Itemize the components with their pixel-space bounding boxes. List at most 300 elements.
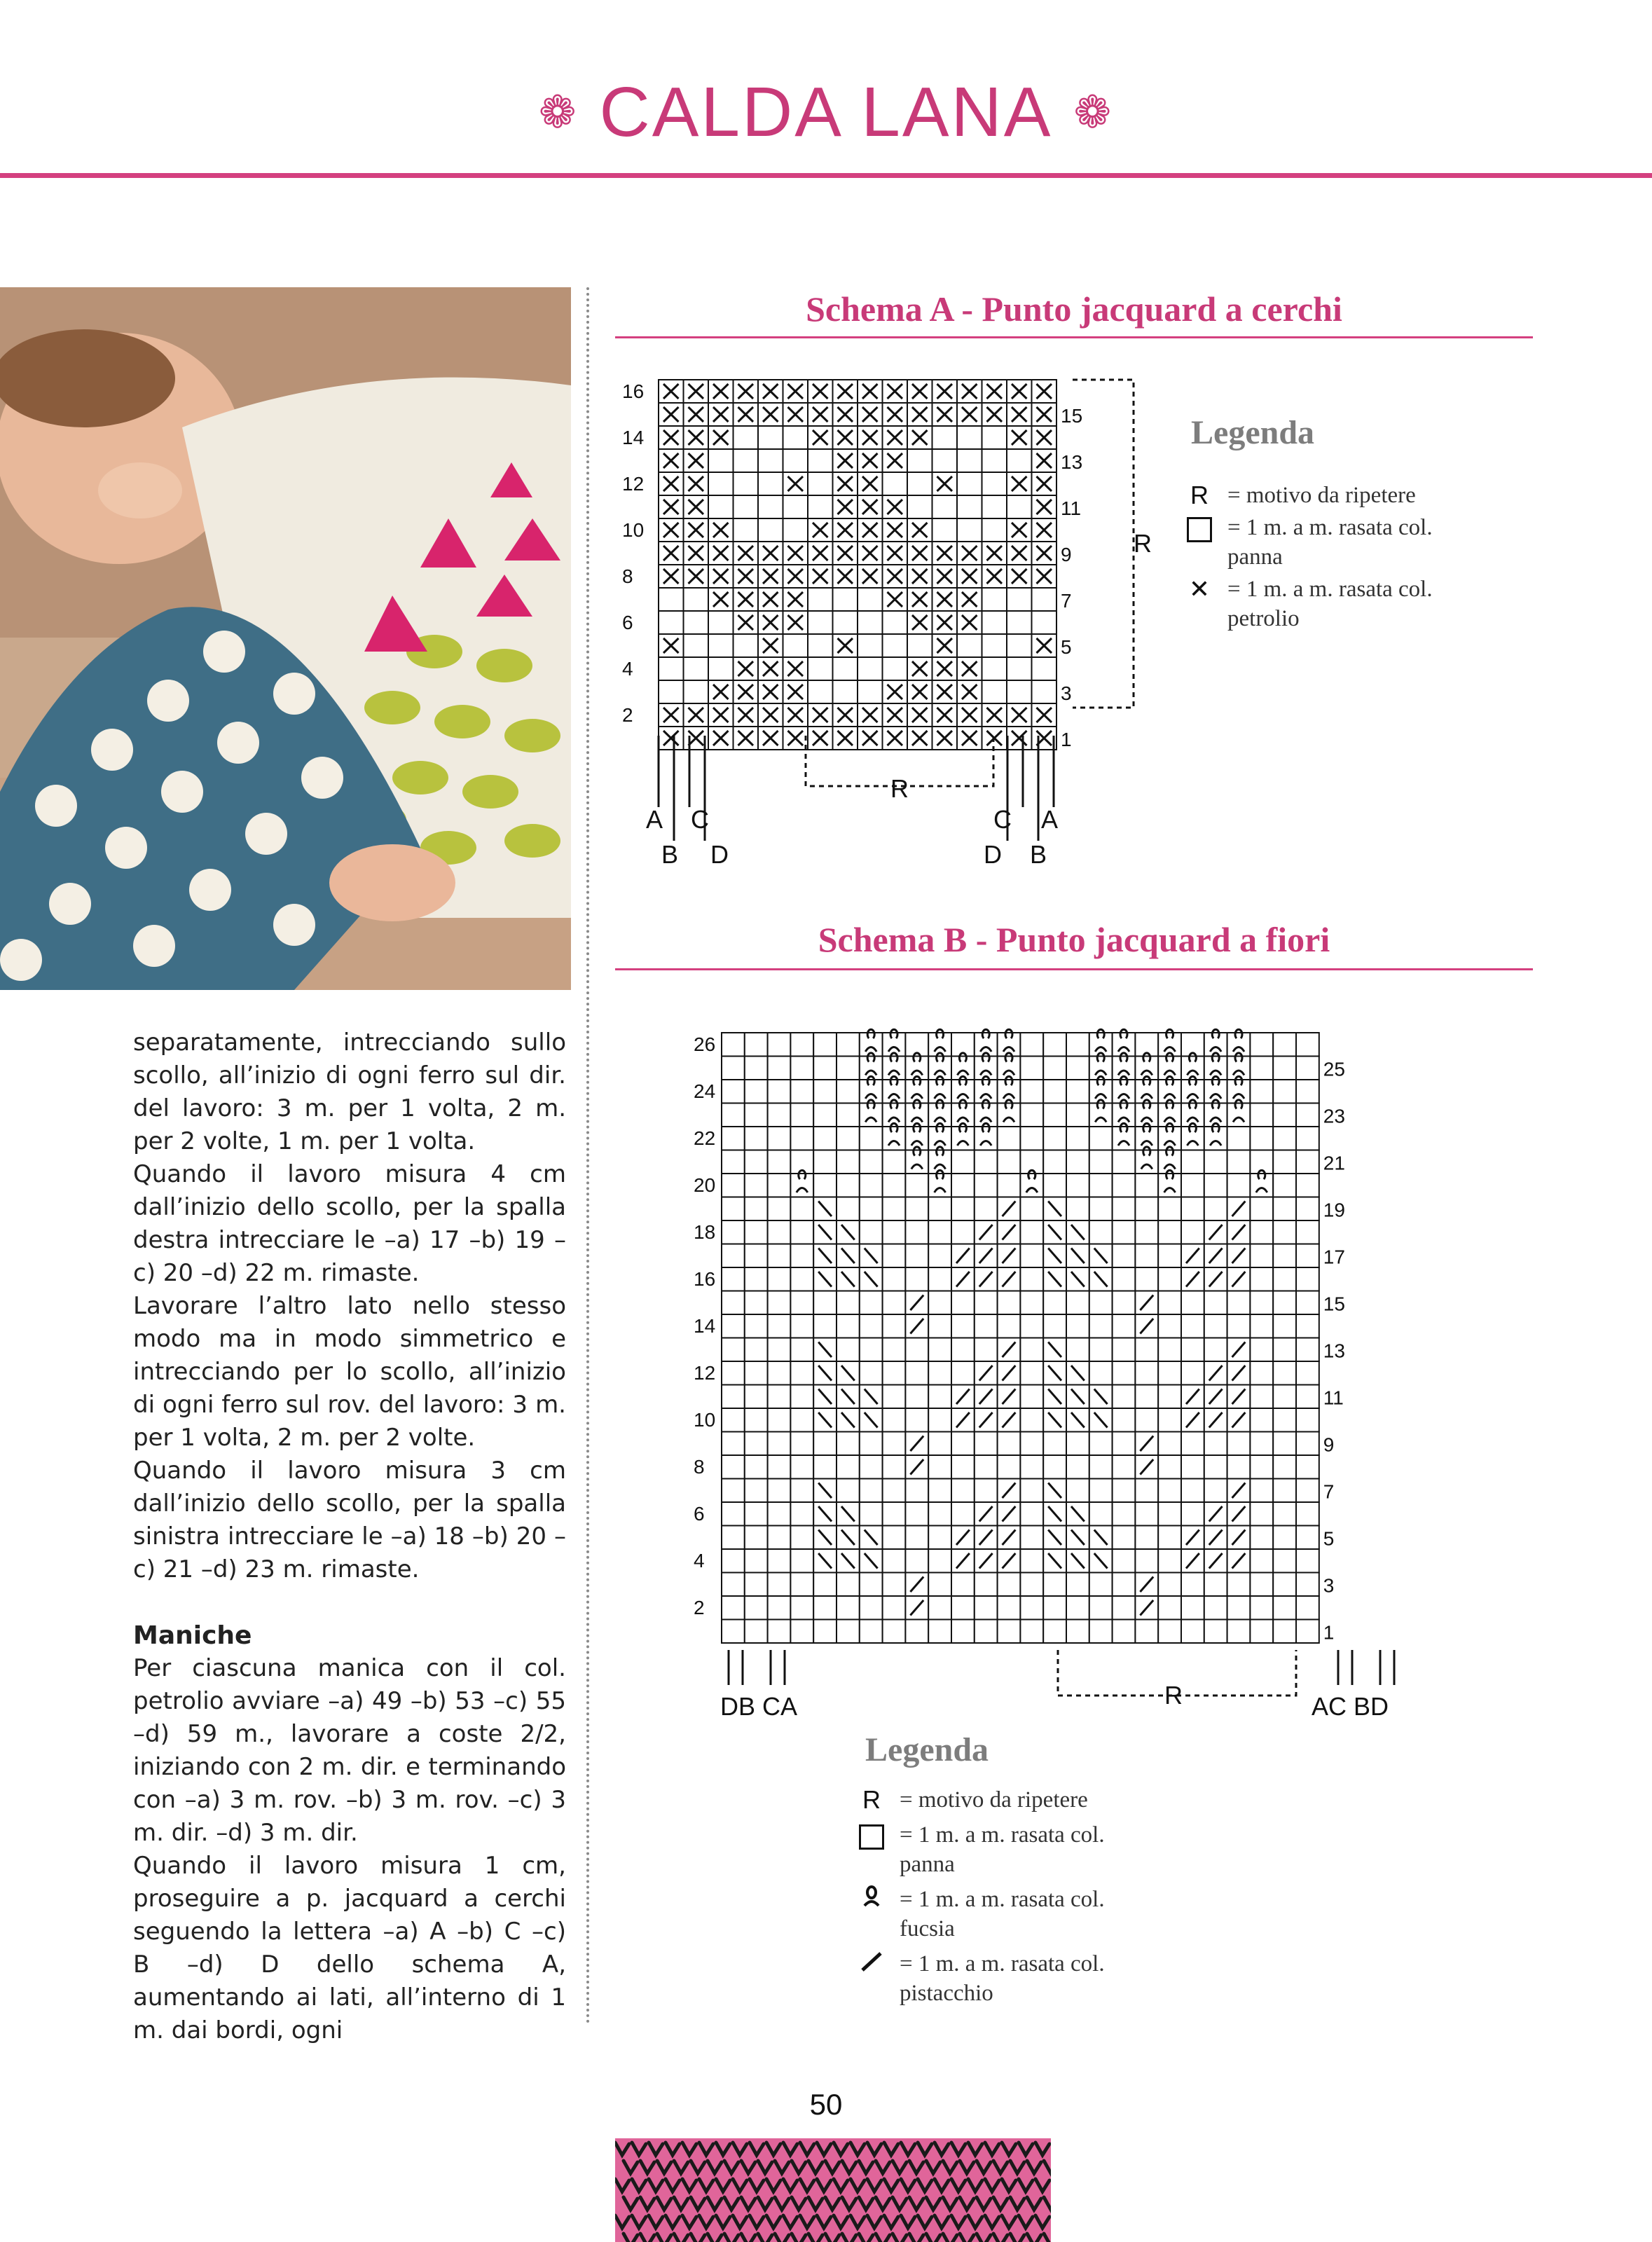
chart-cell <box>1089 1455 1113 1479</box>
chart-cell <box>808 680 833 703</box>
row-label-right: 1 <box>1323 1621 1335 1644</box>
chart-cell <box>932 495 958 518</box>
chart-cell <box>1089 1291 1113 1315</box>
chart-cell <box>951 1596 975 1620</box>
chart-cell <box>1250 1244 1273 1268</box>
legend-text: = 1 m. a m. rasata col. <box>1227 577 1433 602</box>
chart-cell <box>975 1432 998 1456</box>
chart-cell <box>1020 1361 1043 1385</box>
chart-cell <box>928 1385 951 1409</box>
chart-cell <box>1066 1080 1089 1103</box>
chart-cell <box>860 1455 883 1479</box>
chart-cell <box>722 1620 745 1644</box>
chart-cell <box>1227 1432 1251 1456</box>
chart-cell <box>1158 1267 1181 1291</box>
chart-cell <box>1007 588 1032 611</box>
chart-cell <box>951 1455 975 1479</box>
chart-cell <box>998 1455 1021 1479</box>
chart-cell <box>928 1361 951 1385</box>
chart-cell <box>928 1479 951 1503</box>
chart-cell <box>833 657 858 680</box>
chart-cell <box>1020 1291 1043 1315</box>
chart-cell <box>813 1103 837 1127</box>
chart-cell <box>722 1479 745 1503</box>
row-label-left: 12 <box>622 473 645 495</box>
chart-cell <box>1250 1267 1273 1291</box>
chart-cell <box>1089 1596 1113 1620</box>
chart-cell <box>833 611 858 634</box>
chart-cell <box>1273 1291 1296 1315</box>
chart-cell <box>998 1150 1021 1174</box>
chart-cell <box>745 1338 768 1362</box>
chart-cell <box>1043 1573 1066 1597</box>
chart-cell <box>1066 1291 1089 1315</box>
chart-cell <box>951 1338 975 1362</box>
legend-text: = 1 m. a m. rasata col. <box>900 1951 1105 1976</box>
empty-square-icon <box>1184 513 1215 572</box>
chart-cell <box>722 1174 745 1197</box>
chart-cell <box>907 472 932 495</box>
chart-cell <box>1113 1127 1136 1150</box>
chart-cell <box>1273 1596 1296 1620</box>
chart-cell <box>1227 1103 1251 1127</box>
chart-cell <box>1227 1573 1251 1597</box>
chart-cell <box>1020 1197 1043 1221</box>
chart-cell <box>1020 1596 1043 1620</box>
chart-cell <box>928 1338 951 1362</box>
chart-cell <box>1181 1150 1204 1174</box>
chart-cell <box>883 1127 906 1150</box>
chart-cell <box>982 634 1007 657</box>
chart-cell <box>1296 1455 1319 1479</box>
chart-cell <box>975 1573 998 1597</box>
chart-cell <box>684 588 709 611</box>
row-label-right: 5 <box>1061 636 1072 658</box>
chart-cell <box>790 1103 813 1127</box>
chart-cell <box>1020 1033 1043 1057</box>
chart-cell <box>837 1174 860 1197</box>
chart-cell <box>1158 1526 1181 1550</box>
row-label-right: 9 <box>1061 544 1072 565</box>
chart-cell <box>932 449 958 472</box>
row-label-left: 10 <box>694 1409 716 1431</box>
chart-cell <box>1181 1197 1204 1221</box>
chart-cell <box>813 1314 837 1338</box>
chart-cell <box>1066 1432 1089 1456</box>
legend-text: = 1 m. a m. rasata col. <box>900 1822 1105 1848</box>
chart-cell <box>722 1057 745 1080</box>
chart-cell <box>1007 634 1032 657</box>
chart-cell <box>1043 1080 1066 1103</box>
chart-cell <box>1250 1620 1273 1644</box>
chart-cell <box>813 1150 837 1174</box>
chart-cell <box>1158 1197 1181 1221</box>
chart-cell <box>684 680 709 703</box>
chart-cell <box>722 1596 745 1620</box>
chart-cell <box>745 1057 768 1080</box>
chart-cell <box>1158 1338 1181 1362</box>
chart-cell <box>722 1291 745 1315</box>
chart-cell <box>783 495 808 518</box>
chart-cell <box>768 1150 791 1174</box>
row-label-left: 16 <box>694 1268 716 1290</box>
chart-cell <box>1020 1338 1043 1362</box>
chart-cell <box>860 1174 883 1197</box>
chart-cell <box>1296 1220 1319 1244</box>
chart-cell <box>860 1127 883 1150</box>
chart-cell <box>928 1174 951 1197</box>
schema-b-chart <box>694 1023 1478 1724</box>
chart-cell <box>813 1291 837 1315</box>
chart-cell <box>905 1526 928 1550</box>
chart-cell <box>1020 1432 1043 1456</box>
magazine-title: CALDA LANA <box>599 73 1053 151</box>
legend-color: panna <box>900 1852 955 1877</box>
chart-cell <box>1089 1314 1113 1338</box>
row-label-left: 16 <box>622 380 645 402</box>
slash-stitch-icon <box>856 1949 887 2008</box>
chart-cell <box>928 1455 951 1479</box>
chart-cell <box>883 657 908 680</box>
chart-cell <box>1250 1197 1273 1221</box>
chart-cell <box>745 1549 768 1573</box>
chart-cell <box>1007 657 1032 680</box>
chart-cell <box>1089 1502 1113 1526</box>
legend-b-item-fucsia <box>856 1885 1178 1944</box>
chart-cell <box>883 1479 906 1503</box>
chart-cell <box>1181 1502 1204 1526</box>
chart-cell <box>1113 1596 1136 1620</box>
chart-cell <box>708 495 734 518</box>
row-label-left: 2 <box>622 704 633 726</box>
chart-cell <box>758 426 783 449</box>
header-rule <box>0 173 1652 178</box>
chart-cell <box>883 611 908 634</box>
chart-cell <box>1227 1150 1251 1174</box>
chart-cell <box>1181 1479 1204 1503</box>
chart-cell <box>722 1502 745 1526</box>
chart-cell <box>1227 1455 1251 1479</box>
chart-cell <box>1273 1267 1296 1291</box>
chart-cell <box>745 1291 768 1315</box>
chart-cell <box>1113 1220 1136 1244</box>
letter-c-right: C <box>993 805 1012 834</box>
repeat-symbol: R <box>1190 481 1209 509</box>
chart-cell <box>860 1338 883 1362</box>
chart-cell <box>951 1361 975 1385</box>
chart-cell <box>790 1291 813 1315</box>
chart-cell <box>837 1479 860 1503</box>
chart-cell <box>1020 1127 1043 1150</box>
chart-cell <box>951 1150 975 1174</box>
chart-cell <box>1296 1057 1319 1080</box>
chart-cell <box>957 495 982 518</box>
chart-cell <box>745 1408 768 1432</box>
chart-cell <box>1273 1408 1296 1432</box>
chart-cell <box>1227 1314 1251 1338</box>
chart-cell <box>768 1080 791 1103</box>
chart-cell <box>1158 1596 1181 1620</box>
chart-cell <box>758 495 783 518</box>
chart-cell <box>860 1596 883 1620</box>
chart-cell <box>734 495 759 518</box>
chart-cell <box>928 1620 951 1644</box>
chart-cell <box>790 1408 813 1432</box>
chart-cell <box>684 657 709 680</box>
chart-cell <box>837 1314 860 1338</box>
chart-cell <box>708 472 734 495</box>
chart-cell <box>957 634 982 657</box>
chart-cell <box>1250 1526 1273 1550</box>
chart-cell <box>1020 1314 1043 1338</box>
paragraph: Quando il lavoro misura 3 cm dall’inizio dello scollo, per la spalla sinistra intrecciare le –a) 18 –b) 20 –c) 21 –d) 23 m. rimaste. <box>133 1457 566 1583</box>
chart-cell <box>837 1127 860 1150</box>
chart-cell <box>1089 1479 1113 1503</box>
chart-cell <box>722 1338 745 1362</box>
chart-cell <box>1250 1596 1273 1620</box>
chart-cell <box>928 1197 951 1221</box>
chart-cell <box>905 1549 928 1573</box>
chart-cell <box>1007 680 1032 703</box>
chart-cell <box>928 1432 951 1456</box>
row-label-left: 20 <box>694 1174 716 1196</box>
chart-cell <box>928 1244 951 1268</box>
chart-cell <box>1250 1291 1273 1315</box>
chart-cell <box>790 1432 813 1456</box>
chart-cell <box>808 495 833 518</box>
chart-cell <box>1089 1361 1113 1385</box>
chart-cell <box>768 1338 791 1362</box>
chart-cell <box>1135 1244 1158 1268</box>
chart-cell <box>883 1267 906 1291</box>
chart-cell <box>1135 1479 1158 1503</box>
chart-cell <box>1158 1502 1181 1526</box>
chart-cell <box>975 1338 998 1362</box>
chart-cell <box>1250 1385 1273 1409</box>
chart-cell <box>722 1080 745 1103</box>
chart-cell <box>1250 1361 1273 1385</box>
row-label-left: 6 <box>694 1503 705 1525</box>
row-label-left: 8 <box>622 565 633 587</box>
chart-cell <box>1089 1103 1113 1127</box>
chart-cell <box>1089 1573 1113 1597</box>
row-label-right: 7 <box>1061 590 1072 612</box>
chart-cell <box>745 1080 768 1103</box>
letters-right: AC BD <box>1312 1692 1389 1721</box>
chart-cell <box>982 449 1007 472</box>
chart-cell <box>951 1432 975 1456</box>
row-label-left: 26 <box>694 1033 716 1055</box>
chart-cell <box>928 1291 951 1315</box>
chart-cell <box>1020 1549 1043 1573</box>
letter-c-left: C <box>691 805 709 834</box>
chart-cell <box>951 1502 975 1526</box>
chart-cell <box>1250 1338 1273 1362</box>
chart-cell <box>722 1197 745 1221</box>
row-label-right: 3 <box>1061 682 1072 704</box>
chart-cell <box>975 1314 998 1338</box>
chart-cell <box>1135 1385 1158 1409</box>
row-label-right: 1 <box>1061 729 1072 750</box>
legend-text: = 1 m. a m. rasata col. <box>900 1887 1105 1912</box>
chart-cell <box>1066 1150 1089 1174</box>
chart-cell <box>982 426 1007 449</box>
chart-cell <box>1250 1549 1273 1573</box>
chart-cell <box>1113 1267 1136 1291</box>
chart-cell <box>982 518 1007 542</box>
chart-cell <box>1227 1291 1251 1315</box>
chart-cell <box>1296 1103 1319 1127</box>
chart-cell <box>1296 1549 1319 1573</box>
chart-cell <box>790 1267 813 1291</box>
chart-cell <box>1043 1174 1066 1197</box>
chart-cell <box>1113 1620 1136 1644</box>
chart-cell <box>1066 1596 1089 1620</box>
legend-b-item-panna <box>856 1820 1178 1879</box>
chart-cell <box>975 1479 998 1503</box>
chart-cell <box>905 1361 928 1385</box>
chart-cell <box>813 1080 837 1103</box>
schema-a-rule <box>615 336 1533 338</box>
chart-cell <box>1181 1455 1204 1479</box>
chart-cell <box>1032 657 1057 680</box>
chart-cell <box>790 1502 813 1526</box>
chart-cell <box>684 634 709 657</box>
chart-cell <box>1296 1573 1319 1597</box>
legend-color: petrolio <box>1227 606 1300 631</box>
chart-cell <box>837 1103 860 1127</box>
chart-cell <box>1158 1291 1181 1315</box>
chart-cell <box>1204 1573 1227 1597</box>
chart-cell <box>905 1408 928 1432</box>
chart-cell <box>768 1220 791 1244</box>
chart-cell <box>1204 1150 1227 1174</box>
chart-cell <box>883 1596 906 1620</box>
chart-cell <box>883 1361 906 1385</box>
letters-left: DB CA <box>720 1692 798 1721</box>
chart-cell <box>905 1385 928 1409</box>
row-label-right: 7 <box>1323 1480 1335 1503</box>
chart-cell <box>783 426 808 449</box>
chart-cell <box>1204 1432 1227 1456</box>
chart-cell <box>883 1502 906 1526</box>
chart-cell <box>957 426 982 449</box>
chart-cell <box>745 1596 768 1620</box>
row-label-left: 14 <box>622 427 645 448</box>
chart-cell <box>1250 1080 1273 1103</box>
chart-cell <box>1204 1620 1227 1644</box>
chart-cell <box>860 1620 883 1644</box>
chart-cell <box>1227 1174 1251 1197</box>
chart-cell <box>1135 1408 1158 1432</box>
chart-cell <box>768 1267 791 1291</box>
chart-cell <box>1273 1455 1296 1479</box>
chart-cell <box>745 1220 768 1244</box>
chart-cell <box>1113 1502 1136 1526</box>
schema-a-title: Schema A - Punto jacquard a cerchi <box>806 289 1342 329</box>
chart-cell <box>883 1620 906 1644</box>
chart-cell <box>1032 588 1057 611</box>
chart-cell <box>1273 1314 1296 1338</box>
chart-cell <box>1296 1502 1319 1526</box>
letter-b-right: B <box>1030 840 1047 869</box>
chart-cell <box>951 1291 975 1315</box>
chart-cell <box>768 1057 791 1080</box>
chart-cell <box>768 1573 791 1597</box>
chart-cell <box>905 1267 928 1291</box>
chart-cell <box>1089 1338 1113 1362</box>
chart-cell <box>1066 1127 1089 1150</box>
chart-cell <box>951 1314 975 1338</box>
chart-cell <box>837 1620 860 1644</box>
chart-cell <box>1066 1174 1089 1197</box>
chart-cell <box>907 634 932 657</box>
chart-cell <box>883 1220 906 1244</box>
chart-cell <box>745 1432 768 1456</box>
chart-cell <box>1181 1314 1204 1338</box>
chart-cell <box>858 657 883 680</box>
chart-cell <box>858 611 883 634</box>
chart-cell <box>659 680 684 703</box>
chart-cell <box>975 1197 998 1221</box>
chart-cell <box>883 1150 906 1174</box>
chart-cell <box>790 1220 813 1244</box>
chart-cell <box>928 1502 951 1526</box>
chart-cell <box>1250 1479 1273 1503</box>
paragraph: Per ciascuna manica con il col. petrolio avviare –a) 49 –b) 53 –c) 55 –d) 59 m., lavorare a coste 2/2, iniziando con 2 m. dir. e terminando con –a) 3 m. rov. –b) 3 m. rov. –c) 3 m. dir. –d) 3 m. dir. <box>133 1654 566 1847</box>
chart-cell <box>768 1103 791 1127</box>
letter-d-right: D <box>984 840 1002 869</box>
chart-cell <box>1296 1197 1319 1221</box>
chart-cell <box>883 1432 906 1456</box>
row-label-left: 8 <box>694 1456 705 1478</box>
chart-cell <box>1158 1220 1181 1244</box>
chart-cell <box>1273 1361 1296 1385</box>
chart-cell <box>768 1432 791 1456</box>
row-label-left: 12 <box>694 1362 716 1384</box>
chart-cell <box>1089 1197 1113 1221</box>
chart-cell <box>1158 1174 1181 1197</box>
chart-cell <box>1296 1596 1319 1620</box>
chart-cell <box>905 1244 928 1268</box>
chart-cell <box>1113 1197 1136 1221</box>
chart-cell <box>1296 1127 1319 1150</box>
chart-cell <box>1066 1103 1089 1127</box>
chart-cell <box>790 1174 813 1197</box>
chart-cell <box>1181 1338 1204 1362</box>
chart-cell <box>768 1033 791 1057</box>
chart-cell <box>790 1338 813 1362</box>
chart-cell <box>1043 1455 1066 1479</box>
chart-cell <box>928 1526 951 1550</box>
chart-cell <box>1043 1150 1066 1174</box>
chart-cell <box>722 1455 745 1479</box>
chart-cell <box>790 1455 813 1479</box>
chart-cell <box>1020 1220 1043 1244</box>
row-label-left: 2 <box>694 1597 705 1618</box>
chart-cell <box>860 1220 883 1244</box>
chart-cell <box>1020 1526 1043 1550</box>
row-label-right: 5 <box>1323 1527 1335 1550</box>
chart-cell <box>745 1502 768 1526</box>
chart-cell <box>813 1620 837 1644</box>
chart-cell <box>1296 1033 1319 1057</box>
chart-cell <box>998 1174 1021 1197</box>
chart-cell <box>907 495 932 518</box>
chart-cell <box>1273 1174 1296 1197</box>
chart-cell <box>1020 1057 1043 1080</box>
chart-cell <box>745 1526 768 1550</box>
